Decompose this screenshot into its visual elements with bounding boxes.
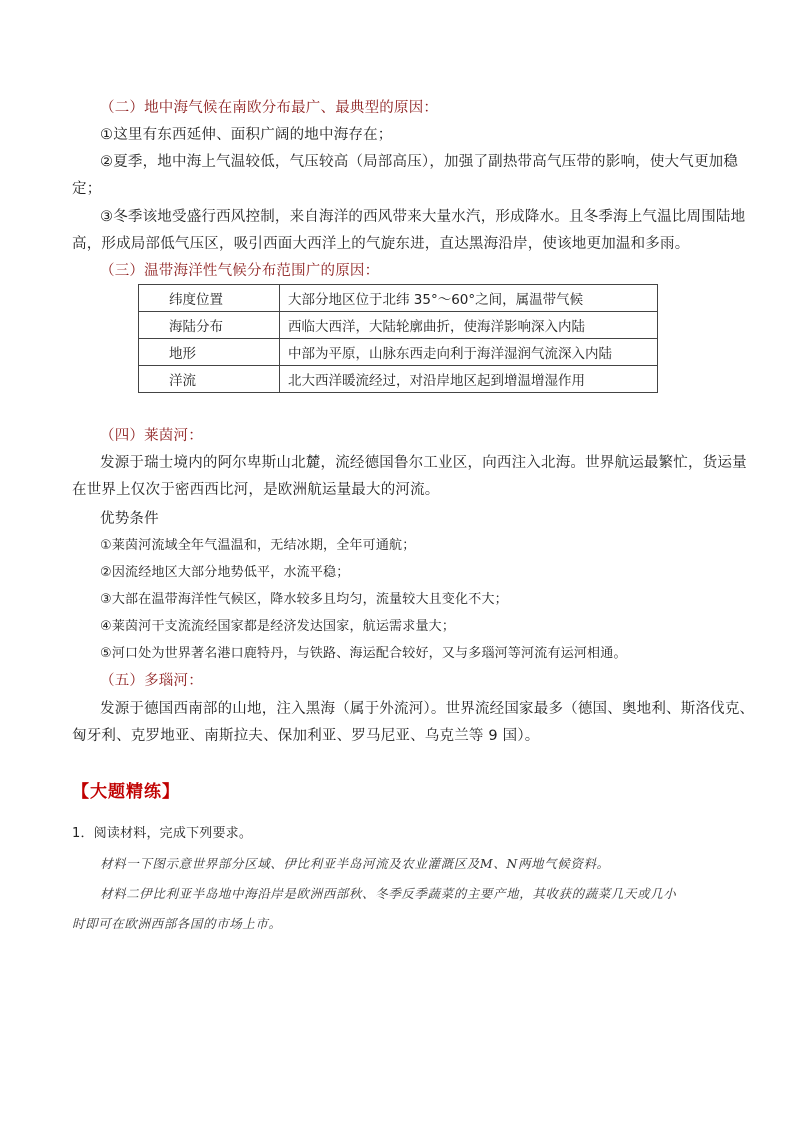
factor-cell: 地形: [139, 339, 280, 366]
material-2-line2: 时即可在欧洲西部各国的市场上市。: [72, 916, 282, 931]
advantage-item: ⑤河口处为世界著名港口鹿特丹，与铁路、海运配合较好，又与多瑙河等河流有运河相通。: [100, 646, 627, 661]
section3-heading: （三）温带海洋性气候分布范围广的原因：: [100, 263, 380, 279]
advantage-item: ②因流经地区大部分地势低平，水流平稳；: [100, 565, 350, 580]
section2-point2-line1: ②夏季，地中海上气温较低，气压较高（局部高压），加强了副热带高气压带的影响，使大气更加稳: [100, 154, 739, 170]
advantages-title: 优势条件: [100, 511, 159, 527]
section4-para-line1: 发源于瑞士境内的阿尔卑斯山北麓，流经德国鲁尔工业区，向西注入北海。世界航运最繁忙，货运量: [100, 455, 747, 471]
question-1: 1．阅读材料，完成下列要求。: [72, 826, 253, 841]
climate-factors-table: [138, 284, 658, 393]
factor-cell: 海陆分布: [139, 312, 280, 339]
section2-point3-line2: 高，形成局部低气压区，吸引西面大西洋上的气旋东进，直达黑海沿岸，使该地更加温和多雨。: [72, 236, 690, 252]
description-cell: 中部为平原，山脉东西走向利于海洋湿润气流深入内陆: [280, 339, 658, 366]
factor-cell: 洋流: [139, 366, 280, 393]
advantage-item: ①莱茵河流域全年气温温和，无结冰期，全年可通航；: [100, 538, 416, 553]
factor-cell: 纬度位置: [139, 285, 280, 312]
material-1: 材料一下图示意世界部分区域、伊比利亚半岛河流及农业灌溉区及M、N两地气候资料。: [100, 856, 610, 871]
section5-para-line1: 发源于德国西南部的山地，注入黑海（属于外流河）。世界流经国家最多（德国、奥地利、斯洛伐克、: [100, 701, 755, 717]
exercise-title: 【大题精练】: [72, 782, 180, 802]
table-row: [139, 285, 658, 312]
advantage-item: ④莱茵河干支流流经国家都是经济发达国家，航运需求量大；: [100, 619, 456, 634]
description-cell: 西临大西洋，大陆轮廓曲折，使海洋影响深入内陆: [280, 312, 658, 339]
section4-para-line2: 在世界上仅次于密西西比河，是欧洲航运量最大的河流。: [72, 482, 440, 498]
section2-point2-line2: 定；: [72, 181, 102, 197]
section4-heading: （四）莱茵河：: [100, 428, 203, 444]
description-cell: 北大西洋暖流经过，对沿岸地区起到增温增湿作用: [280, 366, 658, 393]
section2-point3-line1: ③冬季该地受盛行西风控制，来自海洋的西风带来大量水汽，形成降水。且冬季海上气温比周围陆地: [100, 209, 746, 225]
section5-heading: （五）多瑙河：: [100, 673, 203, 689]
section5-para-line2: 匈牙利、克罗地亚、南斯拉夫、保加利亚、罗马尼亚、乌克兰等 9 国）。: [72, 728, 540, 744]
advantage-item: ③大部在温带海洋性气候区，降水较多且均匀，流量较大且变化不大；: [100, 592, 508, 607]
table-row: [139, 366, 658, 393]
section2-heading: （二）地中海气候在南欧分布最广、最典型的原因：: [100, 100, 439, 116]
description-cell: 大部分地区位于北纬 35°～60°之间，属温带气候: [280, 285, 658, 312]
table-row: [139, 339, 658, 366]
table-row: [139, 312, 658, 339]
section2-point1: ①这里有东西延伸、面积广阔的地中海存在；: [100, 127, 393, 143]
material-2-line1: 材料二伊比利亚半岛地中海沿岸是欧洲西部秋、冬季反季蔬菜的主要产地，其收获的蔬菜几天或几小: [100, 886, 677, 901]
